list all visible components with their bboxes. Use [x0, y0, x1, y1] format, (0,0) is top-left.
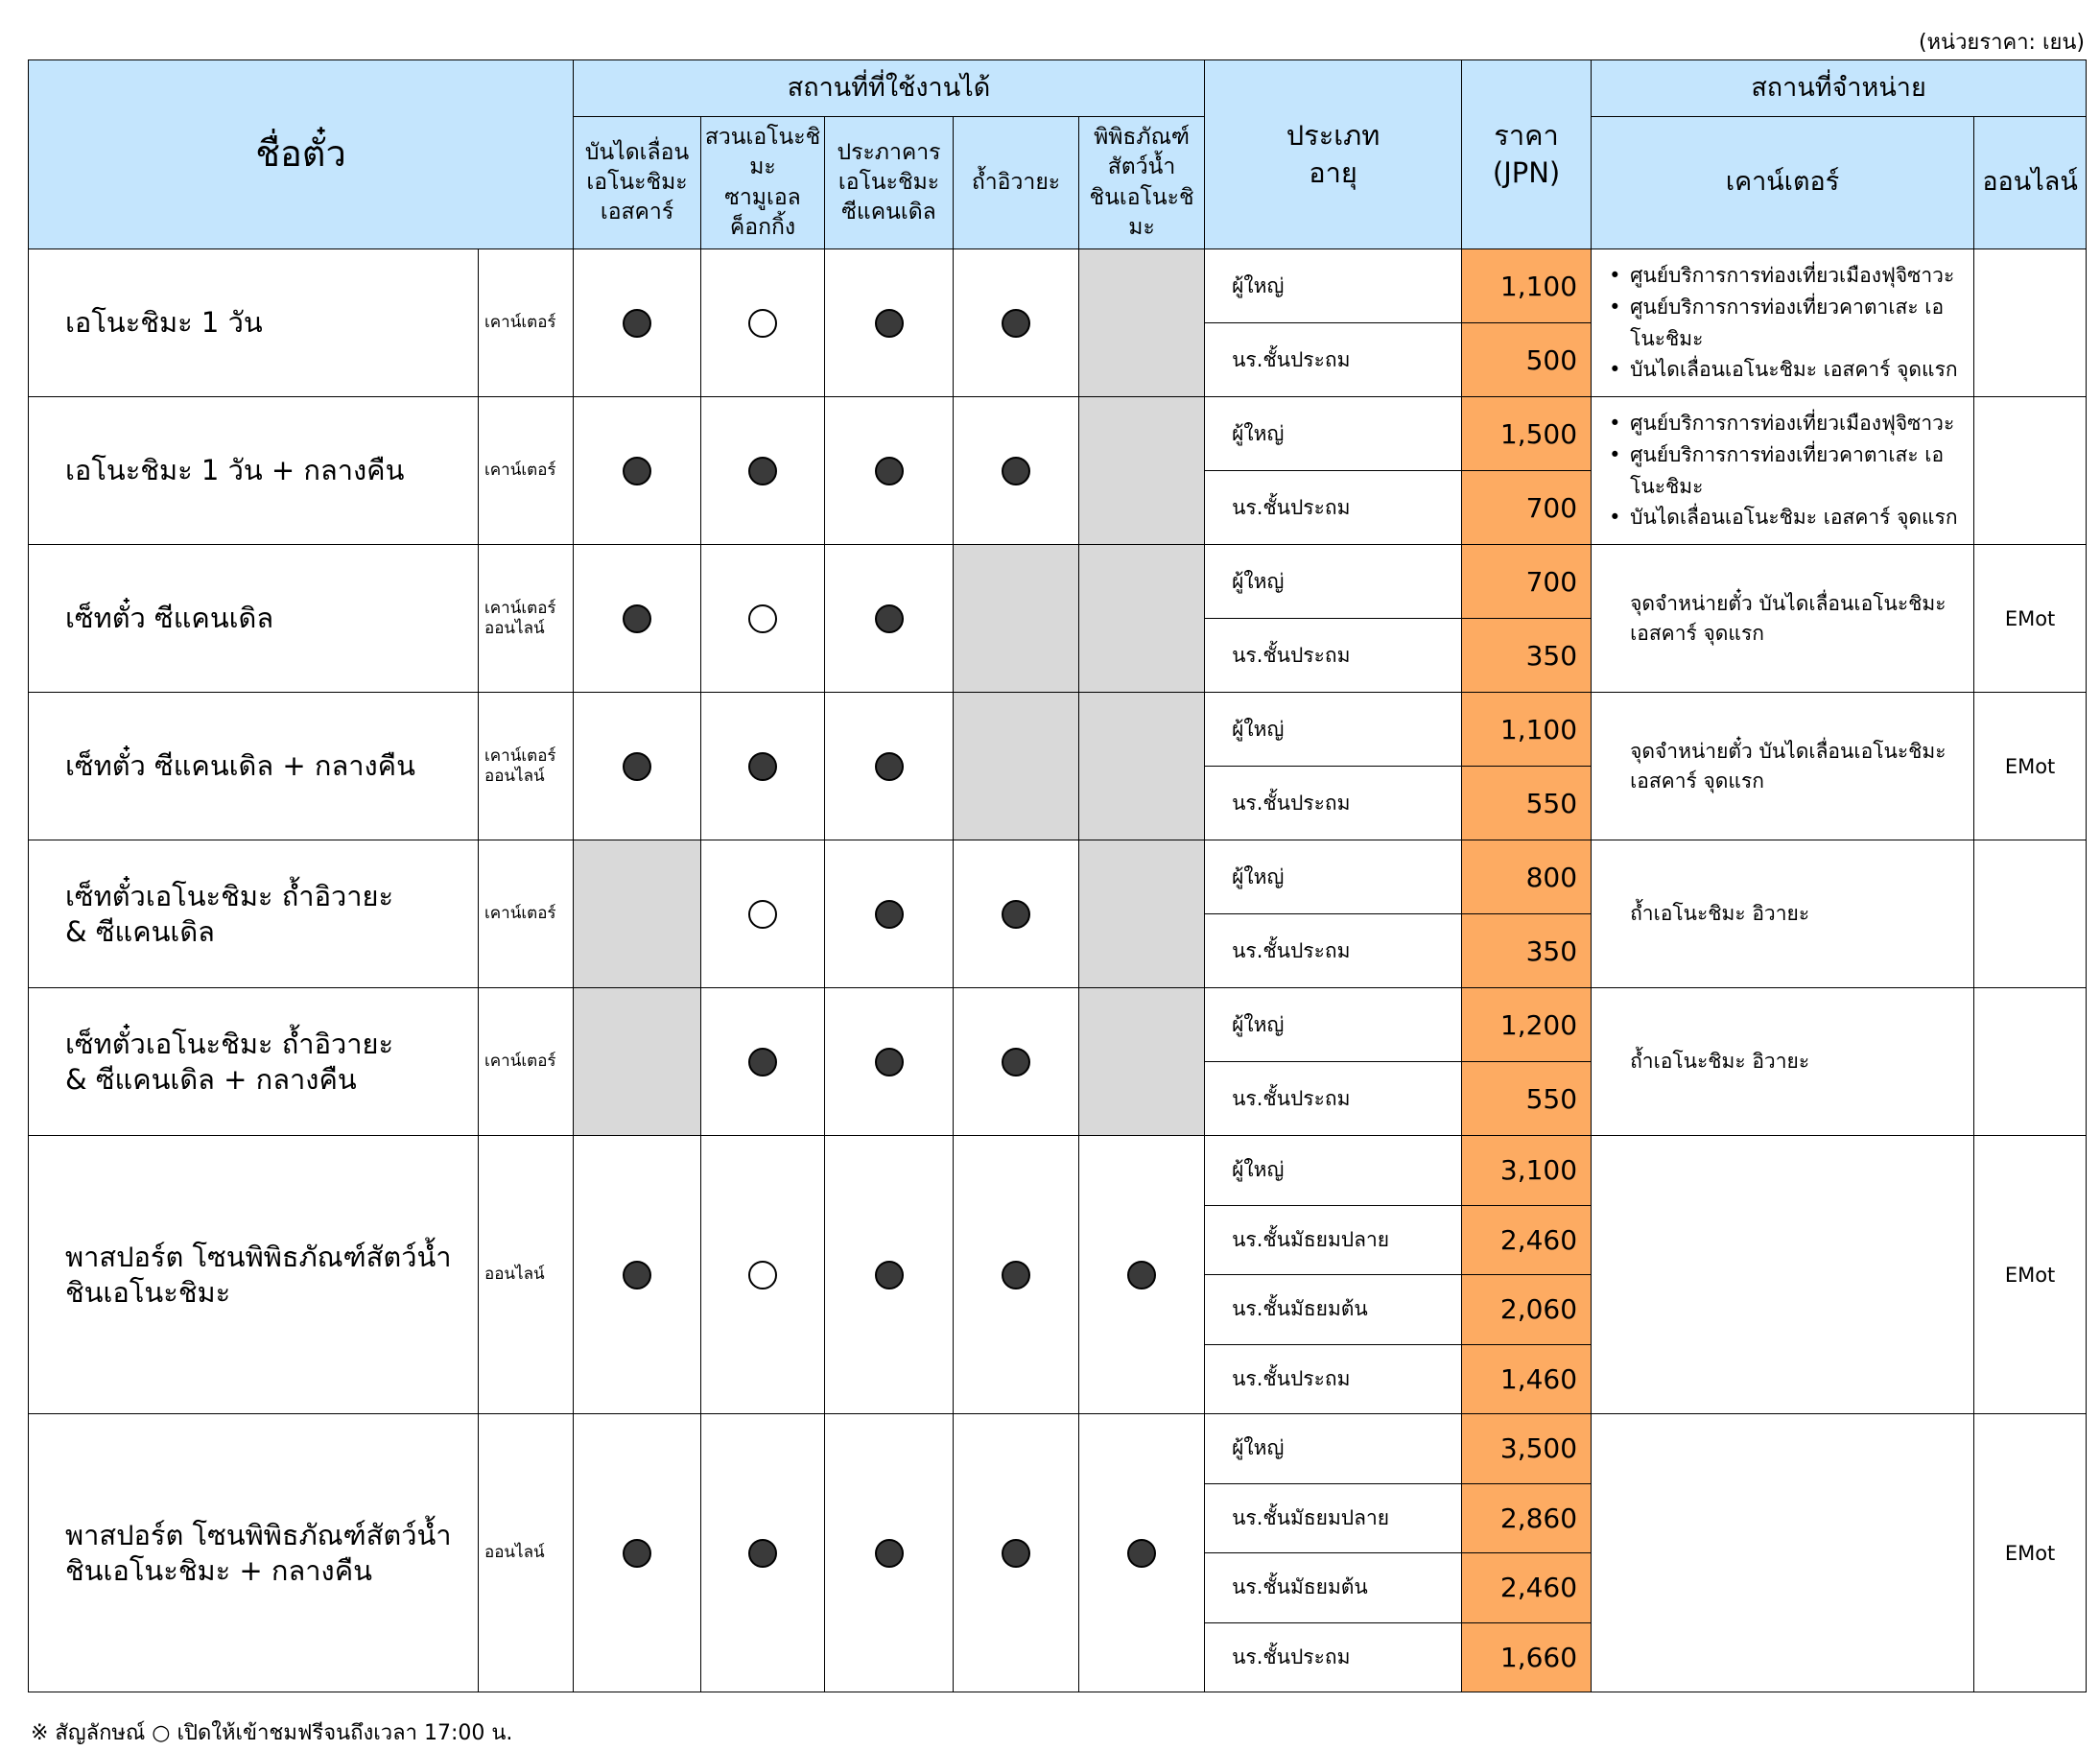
availability-aquarium [1079, 693, 1205, 840]
age-type: ผู้ใหญ่ [1205, 840, 1462, 914]
availability-iwaya-cave [954, 1136, 1079, 1414]
filled-circle-icon [875, 1261, 904, 1290]
sales-method: ออนไลน์ [479, 1414, 574, 1692]
availability-iwaya-cave [954, 249, 1079, 397]
price-value: 1,660 [1462, 1622, 1592, 1692]
availability-sea-candle [825, 988, 954, 1136]
counter-location-text: ถ้ำเอโนะชิมะ อิวายะ [1630, 902, 1810, 926]
filled-circle-icon [748, 1048, 777, 1077]
filled-circle-icon [1002, 900, 1030, 929]
filled-circle-icon [1002, 457, 1030, 485]
ticket-row [29, 249, 2087, 323]
price-value: 3,100 [1462, 1136, 1592, 1206]
price-value: 800 [1462, 840, 1592, 914]
availability-escar [574, 397, 701, 545]
online-sales [1974, 249, 2087, 397]
price-value: 550 [1462, 1062, 1592, 1136]
ticket-row [29, 840, 2087, 914]
header-usable-places: สถานที่ที่ใช้งานได้ [574, 60, 1205, 117]
ticket-row [29, 1414, 2087, 1484]
counter-location-text: ถ้ำเอโนะชิมะ อิวายะ [1630, 1050, 1810, 1074]
header-place-aquarium: พิพิธภัณฑ์ สัตว์น้ำ ชินเอโนะชิมะ [1079, 117, 1205, 249]
sales-method: เคาน์เตอร์ [479, 397, 574, 545]
availability-escar [574, 840, 701, 988]
availability-cocking-garden [701, 397, 825, 545]
availability-escar [574, 1414, 701, 1692]
availability-escar [574, 1136, 701, 1414]
counter-locations [1592, 545, 1974, 693]
price-value: 700 [1462, 471, 1592, 545]
price-value: 2,460 [1462, 1205, 1592, 1275]
filled-circle-icon [623, 309, 651, 338]
price-value: 1,460 [1462, 1344, 1592, 1414]
open-circle-icon [748, 1261, 777, 1290]
open-circle-icon [748, 900, 777, 929]
availability-sea-candle [825, 693, 954, 840]
availability-sea-candle [825, 840, 954, 988]
online-sales: EMot [1974, 1136, 2087, 1414]
age-type: นร.ชั้นมัธยมต้น [1205, 1553, 1462, 1623]
online-sales: EMot [1974, 693, 2087, 840]
availability-aquarium [1079, 840, 1205, 988]
availability-iwaya-cave [954, 397, 1079, 545]
age-type: นร.ชั้นประถม [1205, 914, 1462, 988]
availability-cocking-garden [701, 249, 825, 397]
filled-circle-icon [875, 1048, 904, 1077]
age-type: ผู้ใหญ่ [1205, 545, 1462, 619]
price-value: 3,500 [1462, 1414, 1592, 1484]
ticket-name: เซ็ทตั๋ว ซีแคนเดิล [29, 545, 479, 693]
filled-circle-icon [623, 457, 651, 485]
online-sales [1974, 397, 2087, 545]
ticket-row [29, 693, 2087, 767]
filled-circle-icon [1002, 1048, 1030, 1077]
price-value: 1,100 [1462, 249, 1592, 323]
counter-locations [1592, 397, 1974, 545]
availability-aquarium [1079, 397, 1205, 545]
age-type: นร.ชั้นมัธยมต้น [1205, 1275, 1462, 1345]
ticket-row [29, 545, 2087, 619]
sales-method: เคาน์เตอร์ ออนไลน์ [479, 693, 574, 840]
filled-circle-icon [748, 752, 777, 781]
age-type: นร.ชั้นประถม [1205, 767, 1462, 840]
availability-cocking-garden [701, 988, 825, 1136]
availability-aquarium [1079, 249, 1205, 397]
age-type: นร.ชั้นประถม [1205, 1344, 1462, 1414]
price-unit-note: (หน่วยราคา: เยน) [1918, 31, 2085, 55]
filled-circle-icon [875, 1539, 904, 1568]
filled-circle-icon [875, 309, 904, 338]
counter-locations [1592, 1414, 1974, 1692]
age-type: ผู้ใหญ่ [1205, 988, 1462, 1062]
price-value: 1,200 [1462, 988, 1592, 1062]
age-type: นร.ชั้นมัธยมปลาย [1205, 1483, 1462, 1553]
counter-locations [1592, 840, 1974, 988]
age-type: นร.ชั้นประถม [1205, 323, 1462, 397]
price-value: 350 [1462, 914, 1592, 988]
sales-method: เคาน์เตอร์ [479, 840, 574, 988]
availability-aquarium [1079, 1136, 1205, 1414]
counter-location-text: เอสคาร์ จุดแรก [1630, 621, 1764, 645]
age-type: นร.ชั้นประถม [1205, 471, 1462, 545]
ticket-name: พาสปอร์ต โซนพิพิธภัณฑ์สัตว์น้ำ ชินเอโนะชิมะ [29, 1136, 479, 1414]
age-type: ผู้ใหญ่ [1205, 397, 1462, 471]
filled-circle-icon [623, 1539, 651, 1568]
counter-location-item: • บันไดเลื่อนเอโนะชิมะ เอสคาร์ จุดแรก [1609, 354, 1960, 386]
counter-location-item: • ศูนย์บริการการท่องเที่ยวคาตาเสะ เอโนะชิมะ [1609, 439, 1960, 502]
counter-locations [1592, 988, 1974, 1136]
sales-method: ออนไลน์ [479, 1136, 574, 1414]
availability-escar [574, 988, 701, 1136]
availability-escar [574, 693, 701, 840]
availability-aquarium [1079, 1414, 1205, 1692]
filled-circle-icon [1127, 1539, 1156, 1568]
counter-location-text: จุดจำหน่ายตั๋ว บันไดเลื่อนเอโนะชิมะ [1630, 592, 1947, 616]
age-type: นร.ชั้นประถม [1205, 1062, 1462, 1136]
price-value: 500 [1462, 323, 1592, 397]
counter-locations [1592, 249, 1974, 397]
price-value: 700 [1462, 545, 1592, 619]
filled-circle-icon [748, 457, 777, 485]
filled-circle-icon [875, 900, 904, 929]
counter-locations [1592, 693, 1974, 840]
online-sales: EMot [1974, 1414, 2087, 1692]
counter-location-item: • บันไดเลื่อนเอโนะชิมะ เอสคาร์ จุดแรก [1609, 502, 1960, 533]
age-type: ผู้ใหญ่ [1205, 693, 1462, 767]
availability-cocking-garden [701, 840, 825, 988]
filled-circle-icon [1127, 1261, 1156, 1290]
filled-circle-icon [1002, 1539, 1030, 1568]
availability-sea-candle [825, 249, 954, 397]
availability-sea-candle [825, 1414, 954, 1692]
availability-cocking-garden [701, 693, 825, 840]
availability-iwaya-cave [954, 1414, 1079, 1692]
ticket-row [29, 397, 2087, 471]
filled-circle-icon [875, 752, 904, 781]
price-value: 1,100 [1462, 693, 1592, 767]
availability-escar [574, 545, 701, 693]
age-type: ผู้ใหญ่ [1205, 1414, 1462, 1484]
ticket-name: เซ็ทตั๋วเอโนะชิมะ ถ้ำอิวายะ & ซีแคนเดิล [29, 840, 479, 988]
age-type: ผู้ใหญ่ [1205, 249, 1462, 323]
price-value: 2,460 [1462, 1553, 1592, 1623]
ticket-name: เซ็ทตั๋ว ซีแคนเดิล + กลางคืน [29, 693, 479, 840]
price-value: 2,060 [1462, 1275, 1592, 1345]
counter-location-item: • ศูนย์บริการการท่องเที่ยวเมืองฟุจิซาวะ [1609, 408, 1960, 439]
counter-location-text: จุดจำหน่ายตั๋ว บันไดเลื่อนเอโนะชิมะ [1630, 740, 1947, 764]
ticket-row [29, 1136, 2087, 1206]
filled-circle-icon [623, 1261, 651, 1290]
availability-iwaya-cave [954, 840, 1079, 988]
online-sales [1974, 988, 2087, 1136]
availability-sea-candle [825, 1136, 954, 1414]
footnote: ※ สัญลักษณ์ ○ เปิดให้เข้าชมฟรีจนถึงเวลา 17:00 น. [31, 1721, 513, 1745]
age-type: นร.ชั้นประถม [1205, 1622, 1462, 1692]
counter-location-text: เอสคาร์ จุดแรก [1630, 769, 1764, 793]
sales-method: เคาน์เตอร์ [479, 249, 574, 397]
availability-aquarium [1079, 988, 1205, 1136]
sales-method: เคาน์เตอร์ [479, 988, 574, 1136]
header-place-iwaya-cave: ถ้ำอิวายะ [954, 117, 1079, 249]
availability-iwaya-cave [954, 988, 1079, 1136]
open-circle-icon [748, 604, 777, 633]
ticket-price-table [28, 59, 2087, 1692]
availability-escar [574, 249, 701, 397]
price-value: 1,500 [1462, 397, 1592, 471]
filled-circle-icon [875, 457, 904, 485]
price-value: 350 [1462, 619, 1592, 693]
filled-circle-icon [748, 1539, 777, 1568]
ticket-name: พาสปอร์ต โซนพิพิธภัณฑ์สัตว์น้ำ ชินเอโนะชิมะ + กลางคืน [29, 1414, 479, 1692]
counter-locations [1592, 1136, 1974, 1414]
availability-cocking-garden [701, 1136, 825, 1414]
filled-circle-icon [1002, 309, 1030, 338]
price-value: 550 [1462, 767, 1592, 840]
filled-circle-icon [623, 752, 651, 781]
age-type: นร.ชั้นมัธยมปลาย [1205, 1205, 1462, 1275]
filled-circle-icon [1002, 1261, 1030, 1290]
ticket-name: เอโนะชิมะ 1 วัน [29, 249, 479, 397]
ticket-row [29, 988, 2087, 1062]
header-place-sea-candle: ประภาคาร เอโนะชิมะ ซีแคนเดิล [825, 117, 954, 249]
availability-cocking-garden [701, 545, 825, 693]
age-type: ผู้ใหญ่ [1205, 1136, 1462, 1206]
header-counter: เคาน์เตอร์ [1592, 117, 1974, 249]
availability-sea-candle [825, 545, 954, 693]
header-price: ราคา (JPN) [1462, 60, 1592, 249]
header-place-escar: บันไดเลื่อน เอโนะชิมะ เอสคาร์ [574, 117, 701, 249]
header-age-type: ประเภท อายุ [1205, 60, 1462, 249]
availability-iwaya-cave [954, 545, 1079, 693]
header-ticket-name: ชื่อตั๋ว [29, 60, 574, 249]
header-place-cocking-garden: สวนเอโนะชิมะ ซามูเอล ค็อกกิ้ง [701, 117, 825, 249]
age-type: นร.ชั้นประถม [1205, 619, 1462, 693]
online-sales: EMot [1974, 545, 2087, 693]
availability-sea-candle [825, 397, 954, 545]
open-circle-icon [748, 309, 777, 338]
header-sales-places: สถานที่จำหน่าย [1592, 60, 2087, 117]
availability-iwaya-cave [954, 693, 1079, 840]
online-sales [1974, 840, 2087, 988]
price-value: 2,860 [1462, 1483, 1592, 1553]
counter-location-item: • ศูนย์บริการการท่องเที่ยวคาตาเสะ เอโนะชิมะ [1609, 292, 1960, 354]
ticket-name: เอโนะชิมะ 1 วัน + กลางคืน [29, 397, 479, 545]
counter-location-item: • ศูนย์บริการการท่องเที่ยวเมืองฟุจิซาวะ [1609, 260, 1960, 292]
ticket-name: เซ็ทตั๋วเอโนะชิมะ ถ้ำอิวายะ & ซีแคนเดิล + กลางคืน [29, 988, 479, 1136]
sales-method: เคาน์เตอร์ ออนไลน์ [479, 545, 574, 693]
filled-circle-icon [623, 604, 651, 633]
availability-cocking-garden [701, 1414, 825, 1692]
filled-circle-icon [875, 604, 904, 633]
header-online: ออนไลน์ [1974, 117, 2087, 249]
availability-aquarium [1079, 545, 1205, 693]
